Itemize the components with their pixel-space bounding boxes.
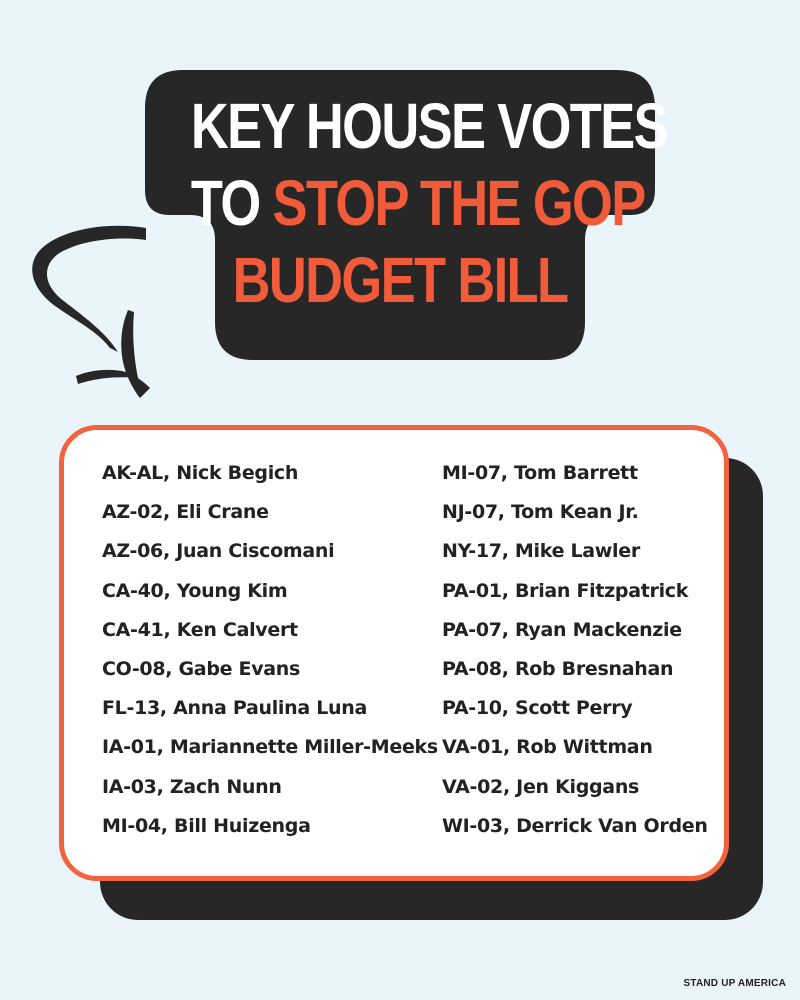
list-item: PA-07, Ryan Mackenzie <box>442 618 682 641</box>
list-item: VA-01, Rob Wittman <box>442 736 653 759</box>
list-item: VA-02, Jen Kiggans <box>442 775 640 798</box>
list-item: MI-04, Bill Huizenga <box>102 814 311 837</box>
representatives-list-right <box>442 454 708 846</box>
representatives-list-left <box>102 454 438 846</box>
list-item: AK-AL, Nick Begich <box>102 462 299 484</box>
list-item: PA-10, Scott Perry <box>442 697 633 720</box>
list-item: AZ-06, Juan Ciscomani <box>102 540 335 563</box>
list-item: CA-40, Young Kim <box>102 579 288 602</box>
list-item: WI-03, Derrick Van Orden <box>442 814 708 837</box>
representatives-card <box>59 425 729 881</box>
headline-line-2-prefix: TO <box>190 167 273 239</box>
list-item: MI-07, Tom Barrett <box>442 462 638 484</box>
list-item: CA-41, Ken Calvert <box>102 618 298 641</box>
list-item: FL-13, Anna Paulina Luna <box>102 697 367 720</box>
headline-line-2-highlight: STOP THE GOP <box>272 167 645 239</box>
list-item: IA-03, Zach Nunn <box>102 775 282 798</box>
brand-footer: STAND UP AMERICA <box>683 978 786 989</box>
list-item: NY-17, Mike Lawler <box>442 540 640 563</box>
headline-line-1: KEY HOUSE VOTES <box>190 90 667 162</box>
list-item: IA-01, Mariannette Miller-Meeks <box>102 736 438 759</box>
headline-line-3: BUDGET BILL <box>232 244 568 316</box>
list-item: PA-08, Rob Bresnahan <box>442 658 674 681</box>
list-item: CO-08, Gabe Evans <box>102 658 301 681</box>
list-item: NJ-07, Tom Kean Jr. <box>442 501 639 524</box>
list-item: PA-01, Brian Fitzpatrick <box>442 579 689 602</box>
list-item: AZ-02, Eli Crane <box>102 501 269 524</box>
